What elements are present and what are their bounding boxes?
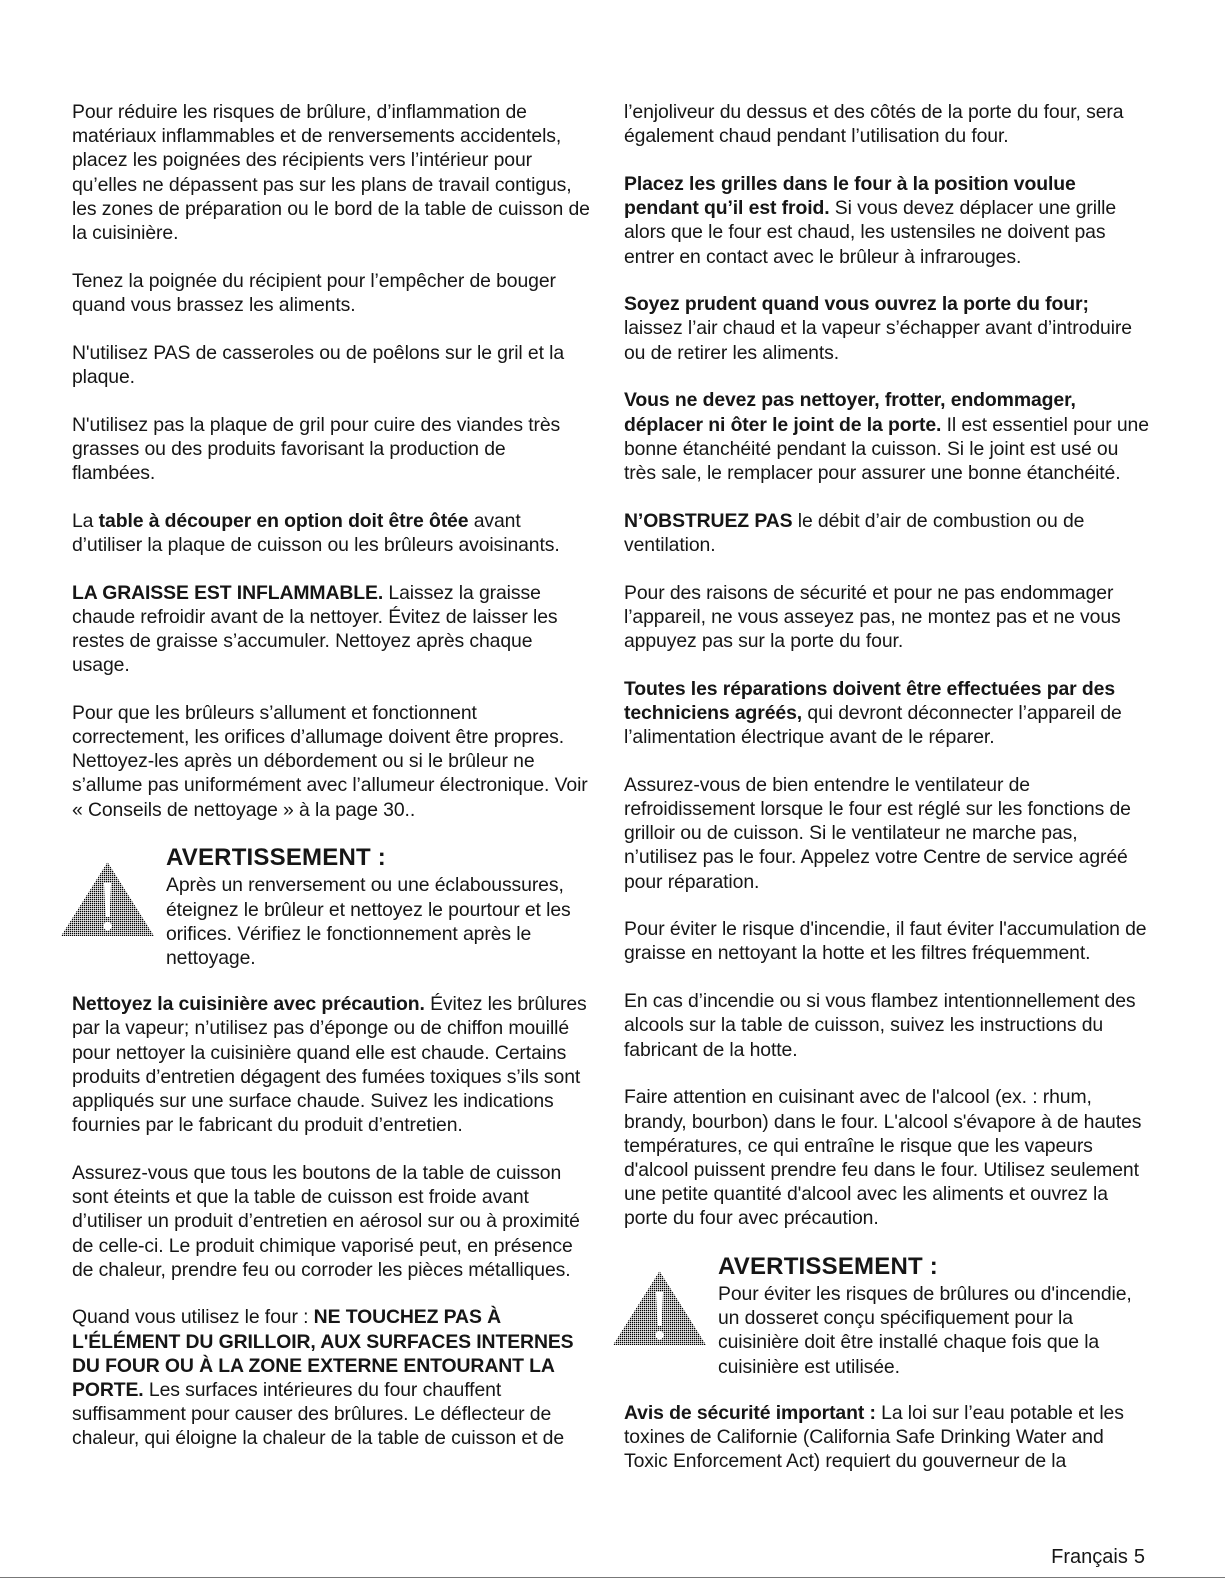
paragraph bbox=[72, 509, 592, 557]
text: laissez l’air chaud et la vapeur s’échapper avant d’introduire ou de retirer les aliments. bbox=[624, 317, 1132, 364]
bold-text: NE TOUCHEZ PAS À L'ÉLÉMENT DU GRILLOIR, AUX SURFACES INTERNES DU FOUR OU À LA ZONE EXTERNE ENTOURANT LA PORTE. bbox=[72, 1306, 574, 1402]
text: Quand vous utilisez le four : bbox=[72, 1306, 314, 1329]
bold-text: Nettoyez la cuisinière avec précaution. bbox=[72, 993, 425, 1016]
paragraph bbox=[624, 388, 1149, 485]
paragraph bbox=[624, 509, 1149, 557]
bold-text: Vous ne devez pas nettoyer, frotter, endommager, déplacer ni ôter le joint de la porte. bbox=[624, 389, 1076, 436]
text: avant d’utiliser la plaque de cuisson ou les brûleurs avoisinants. bbox=[72, 509, 560, 556]
paragraph: Tenez la poignée du récipient pour l’empêcher de bouger quand vous brassez les aliments. bbox=[72, 269, 556, 316]
paragraph bbox=[624, 172, 1149, 269]
page-number: 5 bbox=[1133, 1546, 1145, 1568]
paragraph: Pour que les brûleurs s’allument et fonctionnent correctement, les orifices d’allumage doivent être propres. Nettoyez-les après un débordement ou si le brûleur ne s’allume pas uniformément avec l’allumeur électronique. Voir « Conseils de nettoyage » à la page 30.. bbox=[72, 701, 588, 821]
paragraph: Pour éviter le risque d'incendie, il faut éviter l'accumulation de graisse en nettoyant la hotte et les filtres fréquemment. bbox=[624, 918, 1147, 965]
bold-text: N’OBSTRUEZ PAS bbox=[624, 509, 793, 532]
warning-triangle-icon bbox=[612, 1270, 707, 1346]
paragraph: Pour réduire les risques de brûlure, d’inflammation de matériaux inflammables et de renversements accidentels, placez les poignées des récipients vers l’intérieur pour qu’elles ne dépassent pas sur les plans de travail contigus, les zones de préparation ou le bord de la table de cuisson de la cuisinière. bbox=[72, 101, 590, 245]
bold-text: Toutes les réparations doivent être effectuées par des techniciens agréés, bbox=[624, 677, 1116, 724]
right-column bbox=[624, 100, 1149, 1497]
footer-language: Français bbox=[1051, 1546, 1128, 1568]
bold-text: Avis de sécurité important : bbox=[624, 1401, 876, 1424]
warning-box bbox=[624, 1254, 1149, 1379]
text: qui devront déconnecter l’appareil de l’alimentation électrique avant de le réparer. bbox=[624, 701, 1122, 749]
warning-text: Après un renversement ou une éclaboussures, éteignez le brûleur et nettoyez le pourtour et les orifices. Vérifiez le fonctionnement après le nettoyage. bbox=[166, 874, 571, 969]
warning-triangle-icon bbox=[60, 861, 155, 937]
paragraph bbox=[624, 677, 1149, 750]
warning-text: Pour éviter les risques de brûlures ou d'incendie, un dosseret conçu spécifiquement pour la cuisinière doit être installé chaque fois que la cuisinière est utilisée. bbox=[718, 1283, 1132, 1378]
paragraph: Faire attention en cuisinant avec de l'alcool (ex. : rhum, brandy, bourbon) dans le four. L'alcool s'évapore à de hautes températures, ce qui entraîne le risque que les vapeurs d'alcool puissent prendre feu dans le four. Utilisez seulement une petite quantité d'alcool avec les aliments et ouvrez la porte du four avec précaution. bbox=[624, 1086, 1142, 1230]
text: La bbox=[72, 509, 99, 532]
paragraph: En cas d’incendie ou si vous flambez intentionnellement des alcools sur la table de cuisson, suivez les instructions du fabricant de la hotte. bbox=[624, 990, 1136, 1061]
bold-text: Soyez prudent quand vous ouvrez la porte du four; bbox=[624, 293, 1089, 316]
bold-text: table à découper en option doit être ôtée bbox=[98, 509, 469, 532]
bold-text: LA GRAISSE EST INFLAMMABLE. bbox=[72, 581, 384, 604]
paragraph bbox=[72, 581, 592, 678]
paragraph: l’enjoliveur du dessus et des côtés de la porte du four, sera également chaud pendant l’utilisation du four. bbox=[624, 101, 1124, 148]
text: Il est essentiel pour une bonne étanchéité pendant la cuisson. Si le joint est usé ou très sale, le remplacer pour assurer une bonne étanchéité. bbox=[624, 413, 1149, 484]
left-column bbox=[72, 100, 592, 1474]
text: le débit d’air de combustion ou de ventilation. bbox=[624, 509, 1085, 556]
paragraph bbox=[72, 992, 592, 1137]
paragraph bbox=[624, 292, 1149, 365]
paragraph: N'utilisez PAS de casseroles ou de poêlons sur le gril et la plaque. bbox=[72, 341, 565, 388]
paragraph: N'utilisez pas la plaque de gril pour cuire des viandes très grasses ou des produits favorisant la production de flambées. bbox=[72, 413, 561, 484]
text: Laissez la graisse chaude refroidir avant de la nettoyer. Évitez de laisser les restes de graisse s’accumuler. Nettoyez après chaque usage. bbox=[72, 581, 558, 677]
text: Évitez les brûlures par la vapeur; n’utilisez pas d’éponge ou de chiffon mouillé pour nettoyer la cuisinière quand elle est chaude. Certains produits d’entretien dégagent des fumées toxiques s’ils sont appliqués sur une surface chaude. Suivez les indications fournies par le fabricant du produit d’entretien. bbox=[72, 993, 587, 1137]
page-footer bbox=[1045, 1546, 1145, 1569]
paragraph: Assurez-vous que tous les boutons de la table de cuisson sont éteints et que la table de cuisson est froide avant d’utiliser un produit d’entretien en aérosol sur ou à proximité de celle-ci. Le produit chimique vaporisé peut, en présence de chaleur, prendre feu ou corroder les pièces métalliques. bbox=[72, 1161, 580, 1281]
paragraph bbox=[624, 1401, 1149, 1474]
bold-text: Placez les grilles dans le four à la position voulue pendant qu’il est froid. bbox=[624, 172, 1076, 220]
text: Si vous devez déplacer une grille alors que le four est chaud, les ustensiles ne doivent pas entrer en contact avec le brûleur à infrarouges. bbox=[624, 197, 1117, 268]
warning-title: AVERTISSEMENT : bbox=[718, 1253, 938, 1281]
text: La loi sur l’eau potable et les toxines de Californie (California Safe Drinking Water and Toxic Enforcement Act) requiert du gouverneur de la bbox=[624, 1401, 1124, 1473]
warning-box bbox=[72, 845, 592, 970]
paragraph: Assurez-vous de bien entendre le ventilateur de refroidissement lorsque le four est réglé sur les fonctions de grilloir ou de cuisson. Si le ventilateur ne marche pas, n’utilisez pas le four. Appelez votre Centre de service agréé pour réparation. bbox=[624, 773, 1131, 893]
paragraph bbox=[72, 1305, 592, 1450]
warning-title: AVERTISSEMENT : bbox=[166, 844, 386, 872]
text: Les surfaces intérieures du four chauffent suffisamment pour causer des brûlures. Le déflecteur de chaleur, qui éloigne la chaleur de la table de cuisson et de bbox=[72, 1379, 565, 1450]
paragraph: Pour des raisons de sécurité et pour ne pas endommager l’appareil, ne vous asseyez pas, ne montez pas et ne vous appuyez pas sur la porte du four. bbox=[624, 581, 1121, 652]
